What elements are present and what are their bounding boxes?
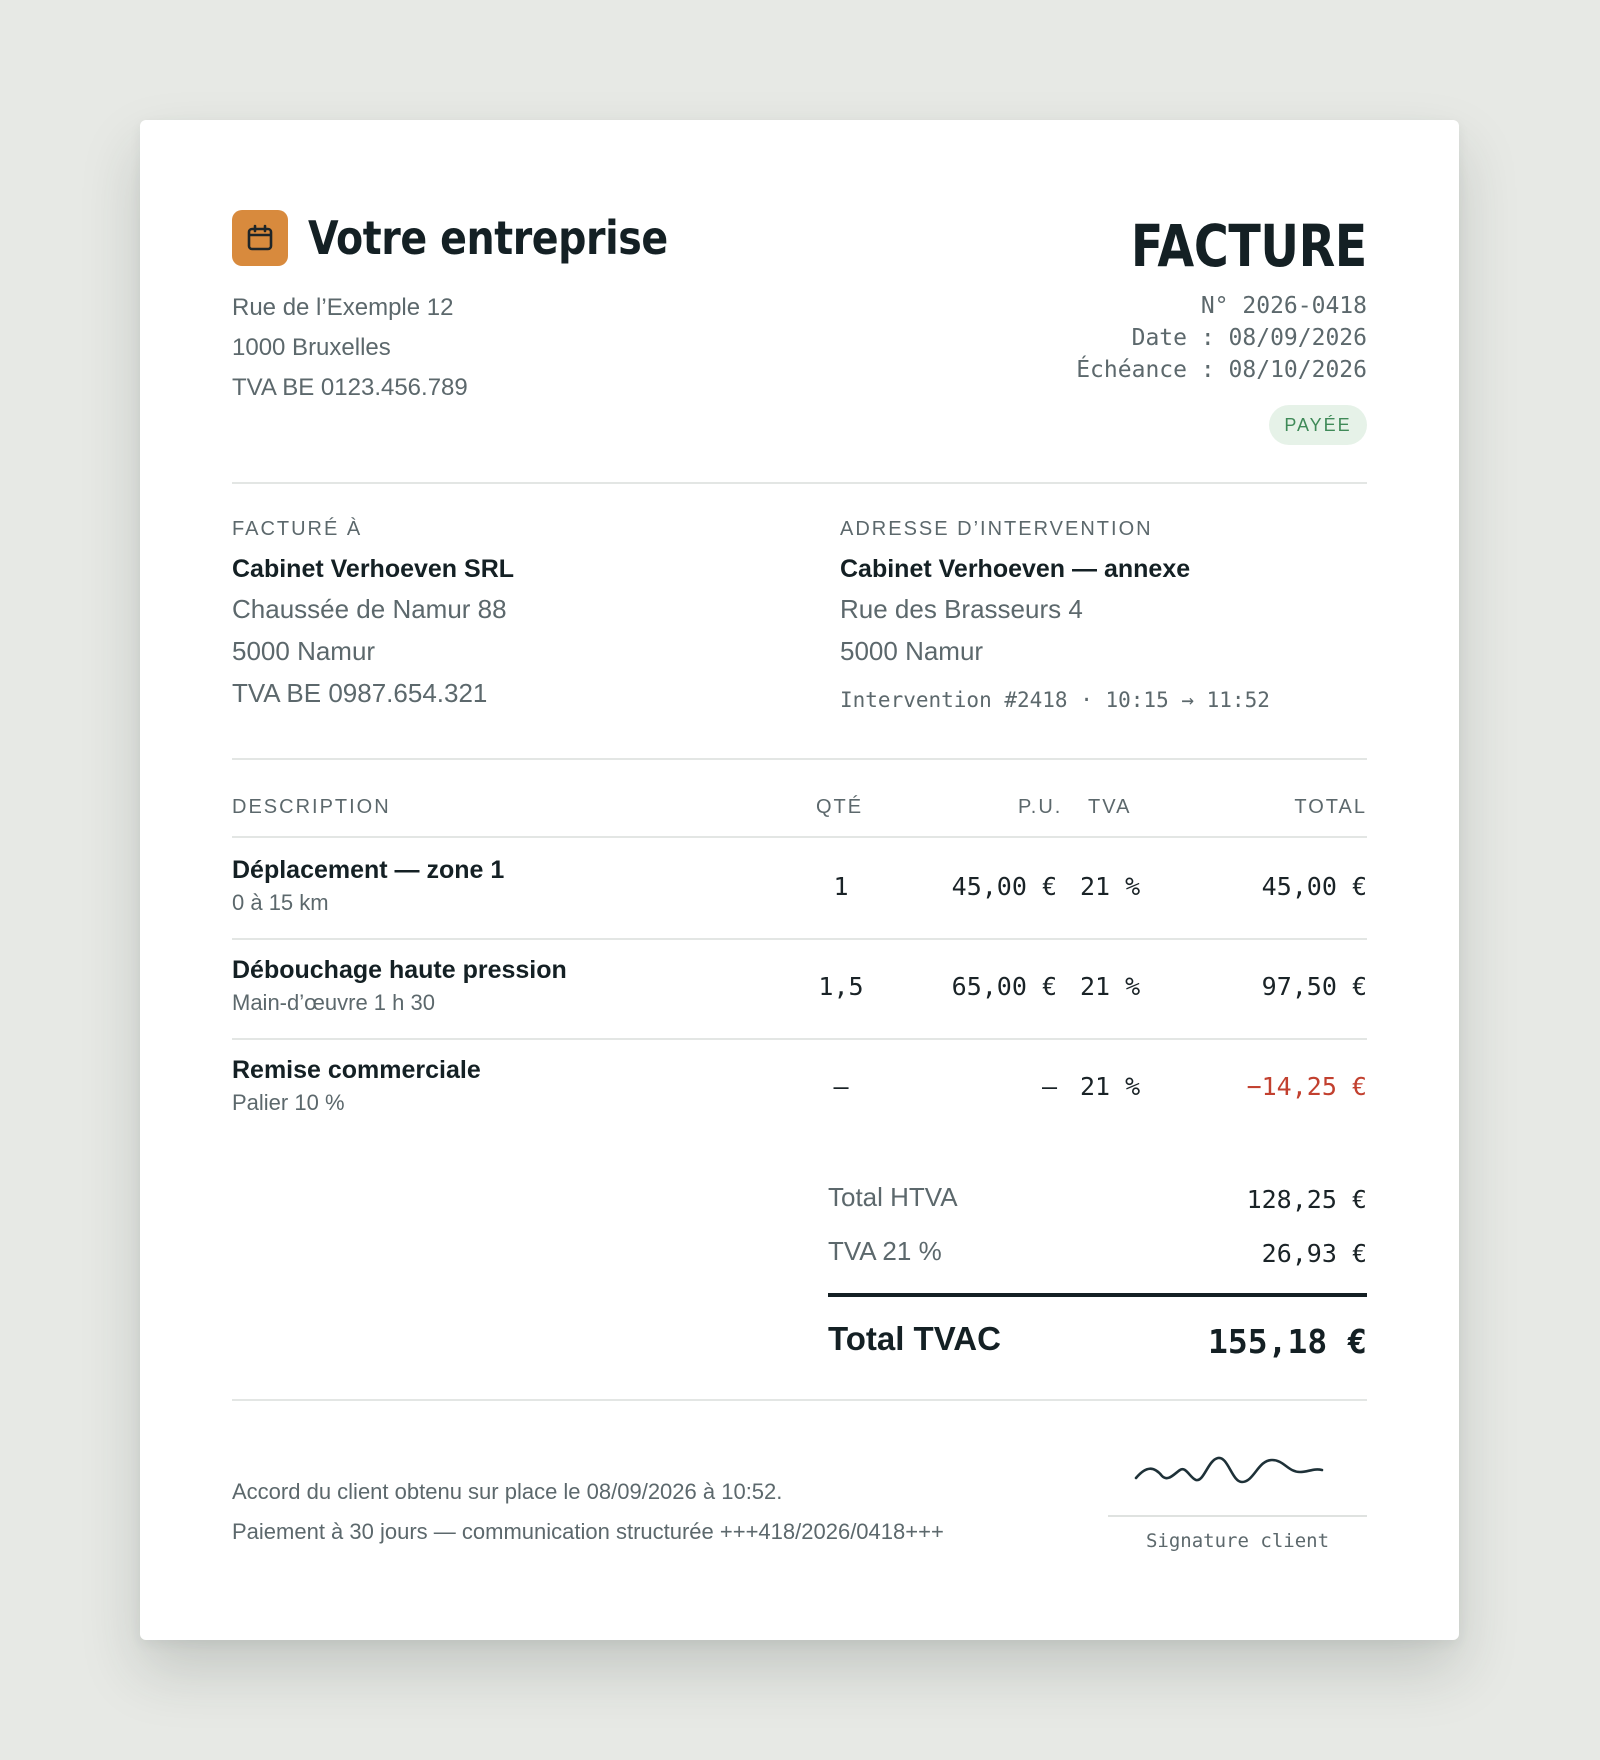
company-name: Votre entreprise [308, 211, 668, 265]
item-qty: 1 [833, 872, 849, 901]
invoice-due-date: Échéance : 08/10/2026 [1076, 357, 1367, 383]
item-title: Débouchage haute pression [232, 956, 567, 984]
col-header-total: TOTAL [1294, 796, 1367, 818]
calendar-icon [232, 210, 288, 266]
invoice-meta [1076, 290, 1367, 386]
intervention-info: Intervention #2418 · 10:15 → 11:52 [840, 688, 1270, 712]
footer-notes [232, 1472, 944, 1552]
bill-to-city: 5000 Namur [232, 636, 376, 666]
payment-terms: Paiement à 30 jours — communication structurée +++418/2026/0418+++ [232, 1519, 944, 1544]
item-title: Remise commerciale [232, 1056, 481, 1084]
item-total: 97,50 € [1261, 972, 1367, 1001]
document-title: FACTURE [1130, 212, 1367, 280]
item-vat: 21 % [1080, 972, 1141, 1001]
intervention-address-block [840, 518, 1360, 712]
item-subtitle: 0 à 15 km [232, 890, 329, 915]
divider [232, 1399, 1367, 1401]
bill-to-vat: TVA BE 0987.654.321 [232, 678, 488, 708]
item-unit-price: – [1041, 1072, 1057, 1101]
vat-total-value: 26,93 € [1261, 1239, 1367, 1268]
site-name: Cabinet Verhoeven — annexe [840, 555, 1191, 583]
divider [232, 482, 1367, 484]
item-total: −14,25 € [1246, 1072, 1367, 1101]
item-qty: 1,5 [818, 972, 864, 1001]
item-total: 45,00 € [1261, 872, 1367, 901]
table-row [232, 938, 1367, 1038]
company-vat: TVA BE 0123.456.789 [232, 374, 468, 401]
bill-to-name: Cabinet Verhoeven SRL [232, 555, 515, 583]
consent-note: Accord du client obtenu sur place le 08/09/2026 à 10:52. [232, 1479, 783, 1504]
vat-total-label: TVA 21 % [828, 1236, 942, 1266]
item-subtitle: Palier 10 % [232, 1090, 345, 1115]
table-row [232, 1038, 1367, 1138]
bill-to-block [232, 518, 792, 714]
invoice-sheet [140, 120, 1459, 1640]
site-street: Rue des Brasseurs 4 [840, 594, 1083, 624]
company-street: Rue de l’Exemple 12 [232, 294, 454, 321]
invoice-date: Date : 08/09/2026 [1131, 325, 1367, 351]
item-unit-price: 45,00 € [951, 872, 1057, 901]
total-divider [828, 1293, 1367, 1297]
signature-label: Signature client [1145, 1530, 1330, 1552]
item-unit-price: 65,00 € [951, 972, 1057, 1001]
col-header-description: DESCRIPTION [232, 796, 391, 818]
col-header-unit-price: P.U. [1018, 796, 1063, 818]
col-header-qty: QTÉ [816, 796, 864, 818]
item-title: Déplacement — zone 1 [232, 856, 505, 884]
grand-total-value: 155,18 € [1208, 1322, 1367, 1361]
item-subtitle: Main-d’œuvre 1 h 30 [232, 990, 435, 1015]
signature-line [1108, 1515, 1367, 1517]
subtotal-label: Total HTVA [828, 1182, 958, 1212]
bill-to-label: FACTURÉ À [232, 518, 363, 540]
col-header-vat: TVA [1088, 796, 1132, 818]
subtotal-value: 128,25 € [1246, 1185, 1367, 1214]
table-row [232, 838, 1367, 938]
bill-to-street: Chaussée de Namur 88 [232, 594, 507, 624]
site-city: 5000 Namur [840, 636, 984, 666]
company-city: 1000 Bruxelles [232, 334, 391, 361]
company-address [232, 288, 468, 408]
status-badge: PAYÉE [1269, 405, 1367, 445]
item-qty: – [833, 1072, 849, 1101]
divider [232, 758, 1367, 760]
item-vat: 21 % [1080, 1072, 1141, 1101]
site-label: ADRESSE D’INTERVENTION [840, 518, 1153, 540]
item-vat: 21 % [1080, 872, 1141, 901]
company-header [232, 210, 726, 266]
signature-drawing [1132, 1448, 1332, 1496]
invoice-number: N° 2026-0418 [1200, 293, 1367, 319]
grand-total-label: Total TVAC [828, 1320, 1001, 1357]
